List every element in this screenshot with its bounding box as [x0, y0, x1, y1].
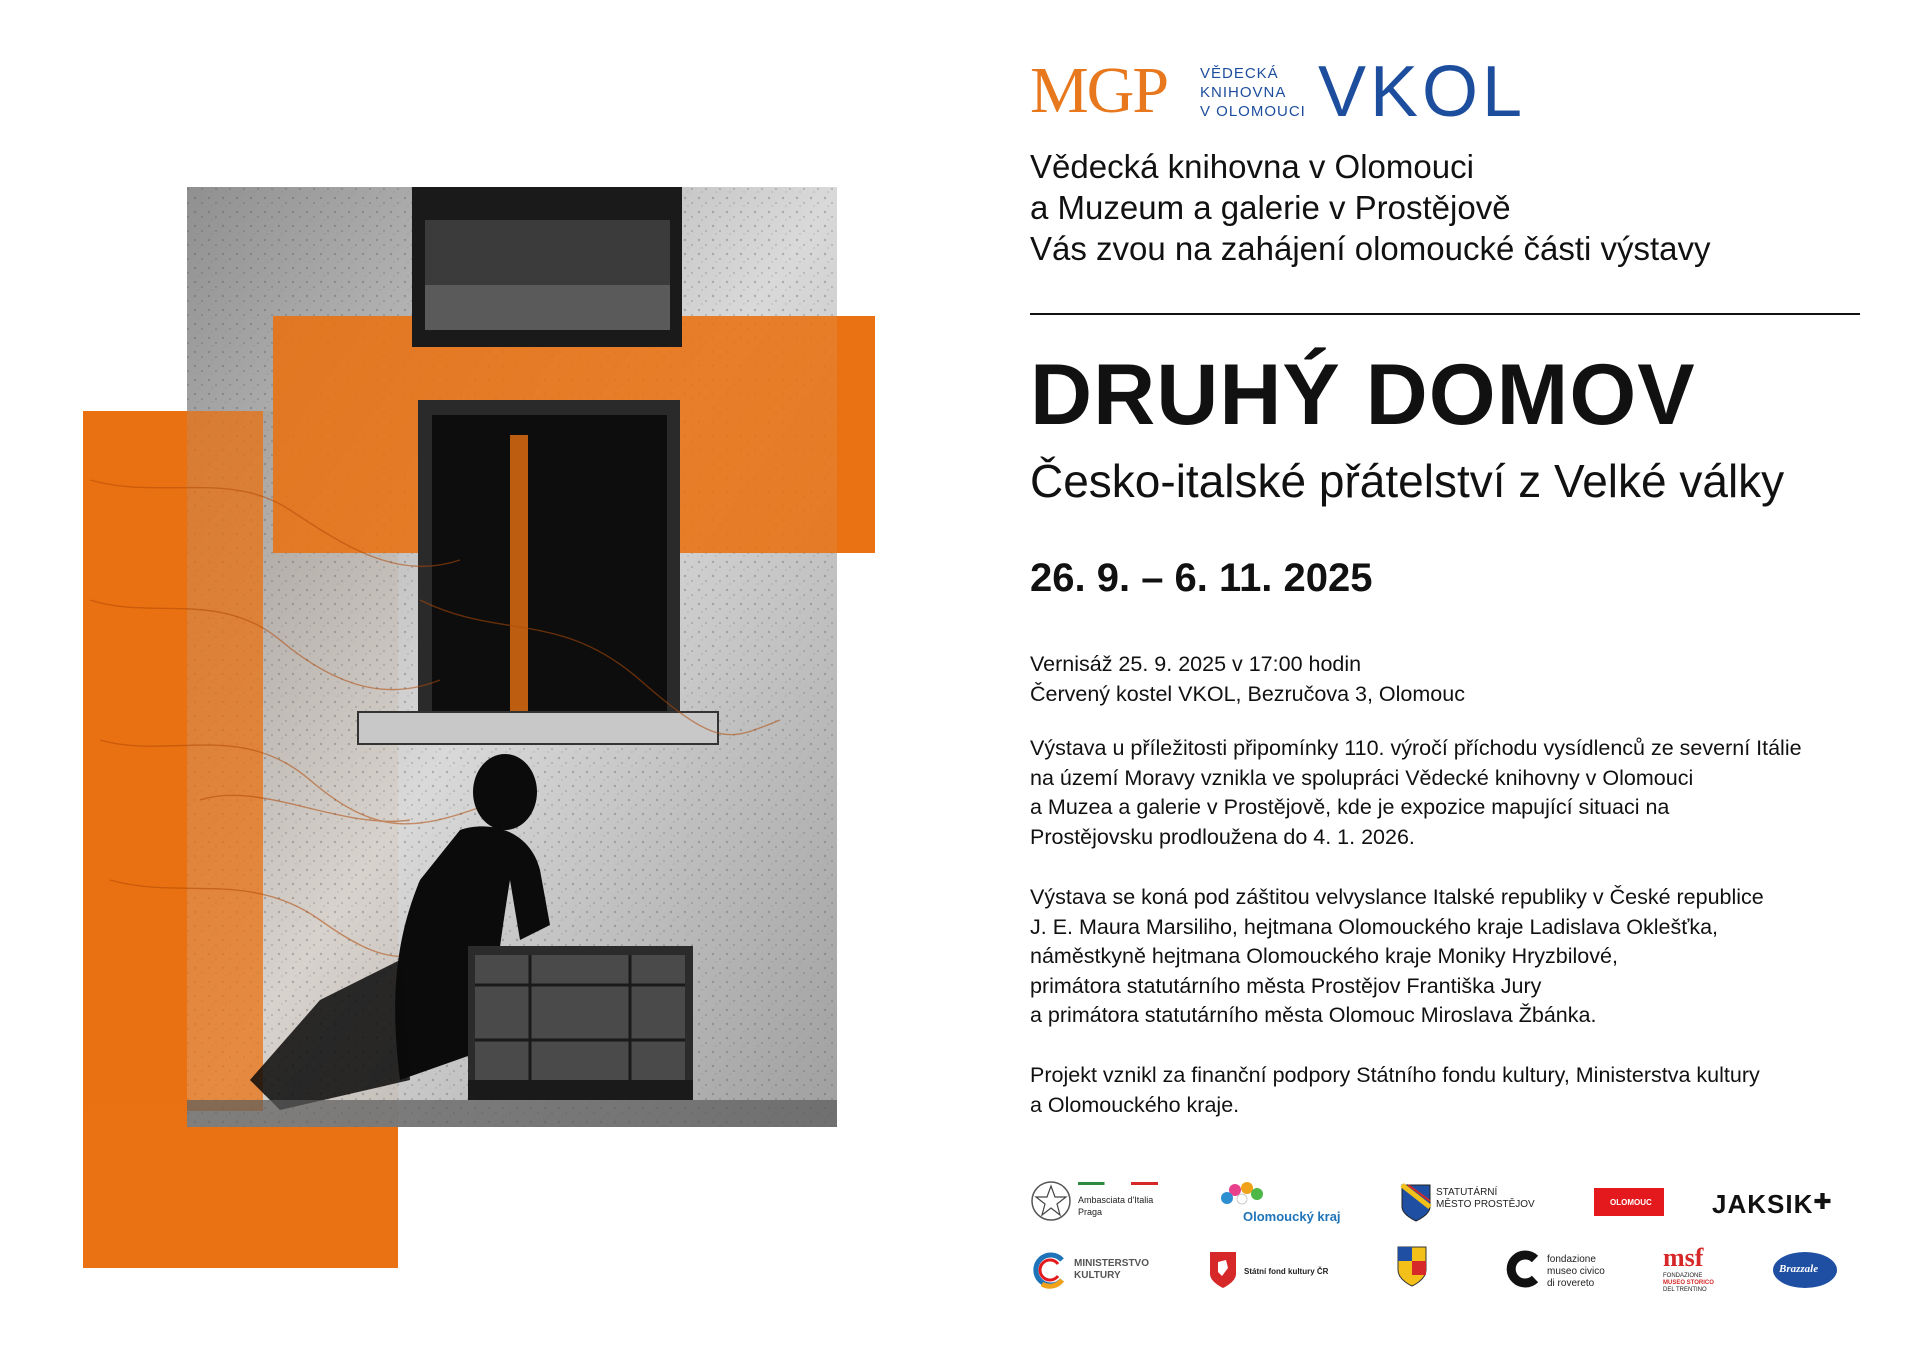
text-line: primátora statutárního města Prostějov Františka Jury: [1030, 973, 1542, 998]
partner-text: di rovereto: [1547, 1278, 1595, 1289]
ministerstvo-kultury-logo: [1030, 1250, 1170, 1292]
partner-text: JAKSIK: [1712, 1189, 1814, 1219]
intro-line: a Muzeum a galerie v Prostějově: [1030, 189, 1511, 226]
divider: [1030, 313, 1860, 315]
text-line: na území Moravy vznikla ve spolupráci Vědecké knihovny v Olomouci: [1030, 765, 1694, 790]
paragraph-funding: [1030, 1061, 1880, 1120]
olomoucky-kraj-logo: [1215, 1182, 1355, 1227]
flower-icon: [1215, 1182, 1275, 1212]
text-line: Výstava u příležitosti připomínky 110. výročí příchodu vysídlenců ze severní Itálie: [1030, 736, 1802, 760]
museo-c-icon: [1505, 1250, 1543, 1288]
statni-fond-kultury-logo: [1208, 1250, 1358, 1292]
trunk: [468, 946, 693, 1100]
partner-text: FONDAZIONE: [1663, 1273, 1703, 1279]
brazzale-logo: [1773, 1252, 1837, 1288]
partner-text: Praga: [1078, 1207, 1103, 1217]
partner-text: OLOMOUC: [1610, 1198, 1652, 1207]
lion-shield-icon: [1208, 1250, 1238, 1290]
jaksik-logo: [1712, 1191, 1833, 1217]
msf-logo: [1663, 1245, 1743, 1295]
ministry-c-icon: [1030, 1250, 1070, 1290]
paragraph-patronage: [1030, 883, 1880, 1031]
partner-text: Státní fond kultury ČR: [1244, 1267, 1329, 1276]
exhibition-artwork: [80, 180, 880, 1270]
invitation-intro: [1030, 146, 1711, 269]
text-line: Vernisáž 25. 9. 2025 v 17:00 hodin: [1030, 652, 1362, 676]
paragraph-anniversary: [1030, 734, 1880, 852]
regional-crest-logo: [1395, 1244, 1435, 1296]
partner-text: Ambasciata d'Italia: [1078, 1195, 1154, 1205]
plus-icon: ✚: [1813, 1189, 1833, 1214]
text-line: Projekt vznikl za finanční podpory Státního fondu kultury, Ministerstva kultury: [1030, 1063, 1760, 1087]
partner-text: fondazione: [1547, 1254, 1596, 1265]
partner-text: KULTURY: [1074, 1270, 1121, 1281]
fondazione-museo-civico-logo: [1505, 1250, 1625, 1292]
partner-text: MINISTERSTVO: [1074, 1258, 1150, 1269]
text-line: Výstava se koná pod záštitou velvyslance Italské republiky v České republice: [1030, 885, 1764, 909]
prostejov-logo: [1400, 1183, 1540, 1228]
text-line: a primátora statutárního města Olomouc Miroslava Žbánka.: [1030, 1003, 1597, 1027]
partner-text: Olomoucký kraj: [1243, 1209, 1341, 1224]
partner-text: STATUTÁRNÍ: [1436, 1187, 1498, 1198]
window-sill: [358, 712, 718, 744]
partner-text: MUSEO STORICO: [1663, 1280, 1714, 1286]
text-line: Prostějovsku prodloužena do 4. 1. 2026.: [1030, 824, 1415, 849]
text-line: a Muzea a galerie v Prostějově, kde je expozice mapující situaci na: [1030, 795, 1670, 819]
vkol-logo-caption: [1200, 64, 1306, 121]
crest-icon: [1395, 1244, 1429, 1288]
italian-emblem-icon: [1030, 1180, 1072, 1222]
vkol-caption-line: VĚDECKÁ: [1200, 65, 1279, 82]
exhibition-title: DRUHÝ DOMOV: [1030, 347, 1696, 443]
partner-text: DEL TRENTINO: [1663, 1287, 1707, 1293]
partner-text: MĚSTO PROSTĚJOV: [1436, 1199, 1535, 1210]
text-line: Červený kostel VKOL, Bezručova 3, Olomouc: [1030, 681, 1465, 706]
partner-text: museo civico: [1547, 1266, 1605, 1277]
text-line: náměstkyně hejtmana Olomouckého kraje Moniky Hryzbilové,: [1030, 944, 1618, 968]
olomouc-logo: [1594, 1188, 1664, 1216]
mgp-logo: MGP: [1030, 54, 1168, 127]
exhibition-dates: 26. 9. – 6. 11. 2025: [1030, 556, 1373, 600]
partner-text: Brazzale: [1779, 1263, 1819, 1275]
exhibition-subtitle: Česko-italské přátelství z Velké války: [1030, 455, 1785, 507]
vkol-logo: VKOL: [1318, 52, 1527, 132]
intro-line: Vás zvou na zahájení olomoucké části výstavy: [1030, 230, 1711, 267]
coat-of-arms-icon: [1400, 1183, 1432, 1223]
vernissage-info: [1030, 650, 1880, 709]
vkol-caption-line: KNIHOVNA: [1200, 84, 1287, 101]
partner-text: msf: [1663, 1243, 1704, 1272]
text-line: a Olomouckého kraje.: [1030, 1092, 1240, 1117]
text-line: J. E. Maura Marsiliho, hejtmana Olomouckého kraje Ladislava Oklešťka,: [1030, 914, 1718, 939]
vkol-caption-line: V OLOMOUCI: [1200, 103, 1306, 120]
ambasciata-logo: [1030, 1180, 1170, 1225]
intro-line: Vědecká knihovna v Olomouci: [1030, 148, 1474, 185]
